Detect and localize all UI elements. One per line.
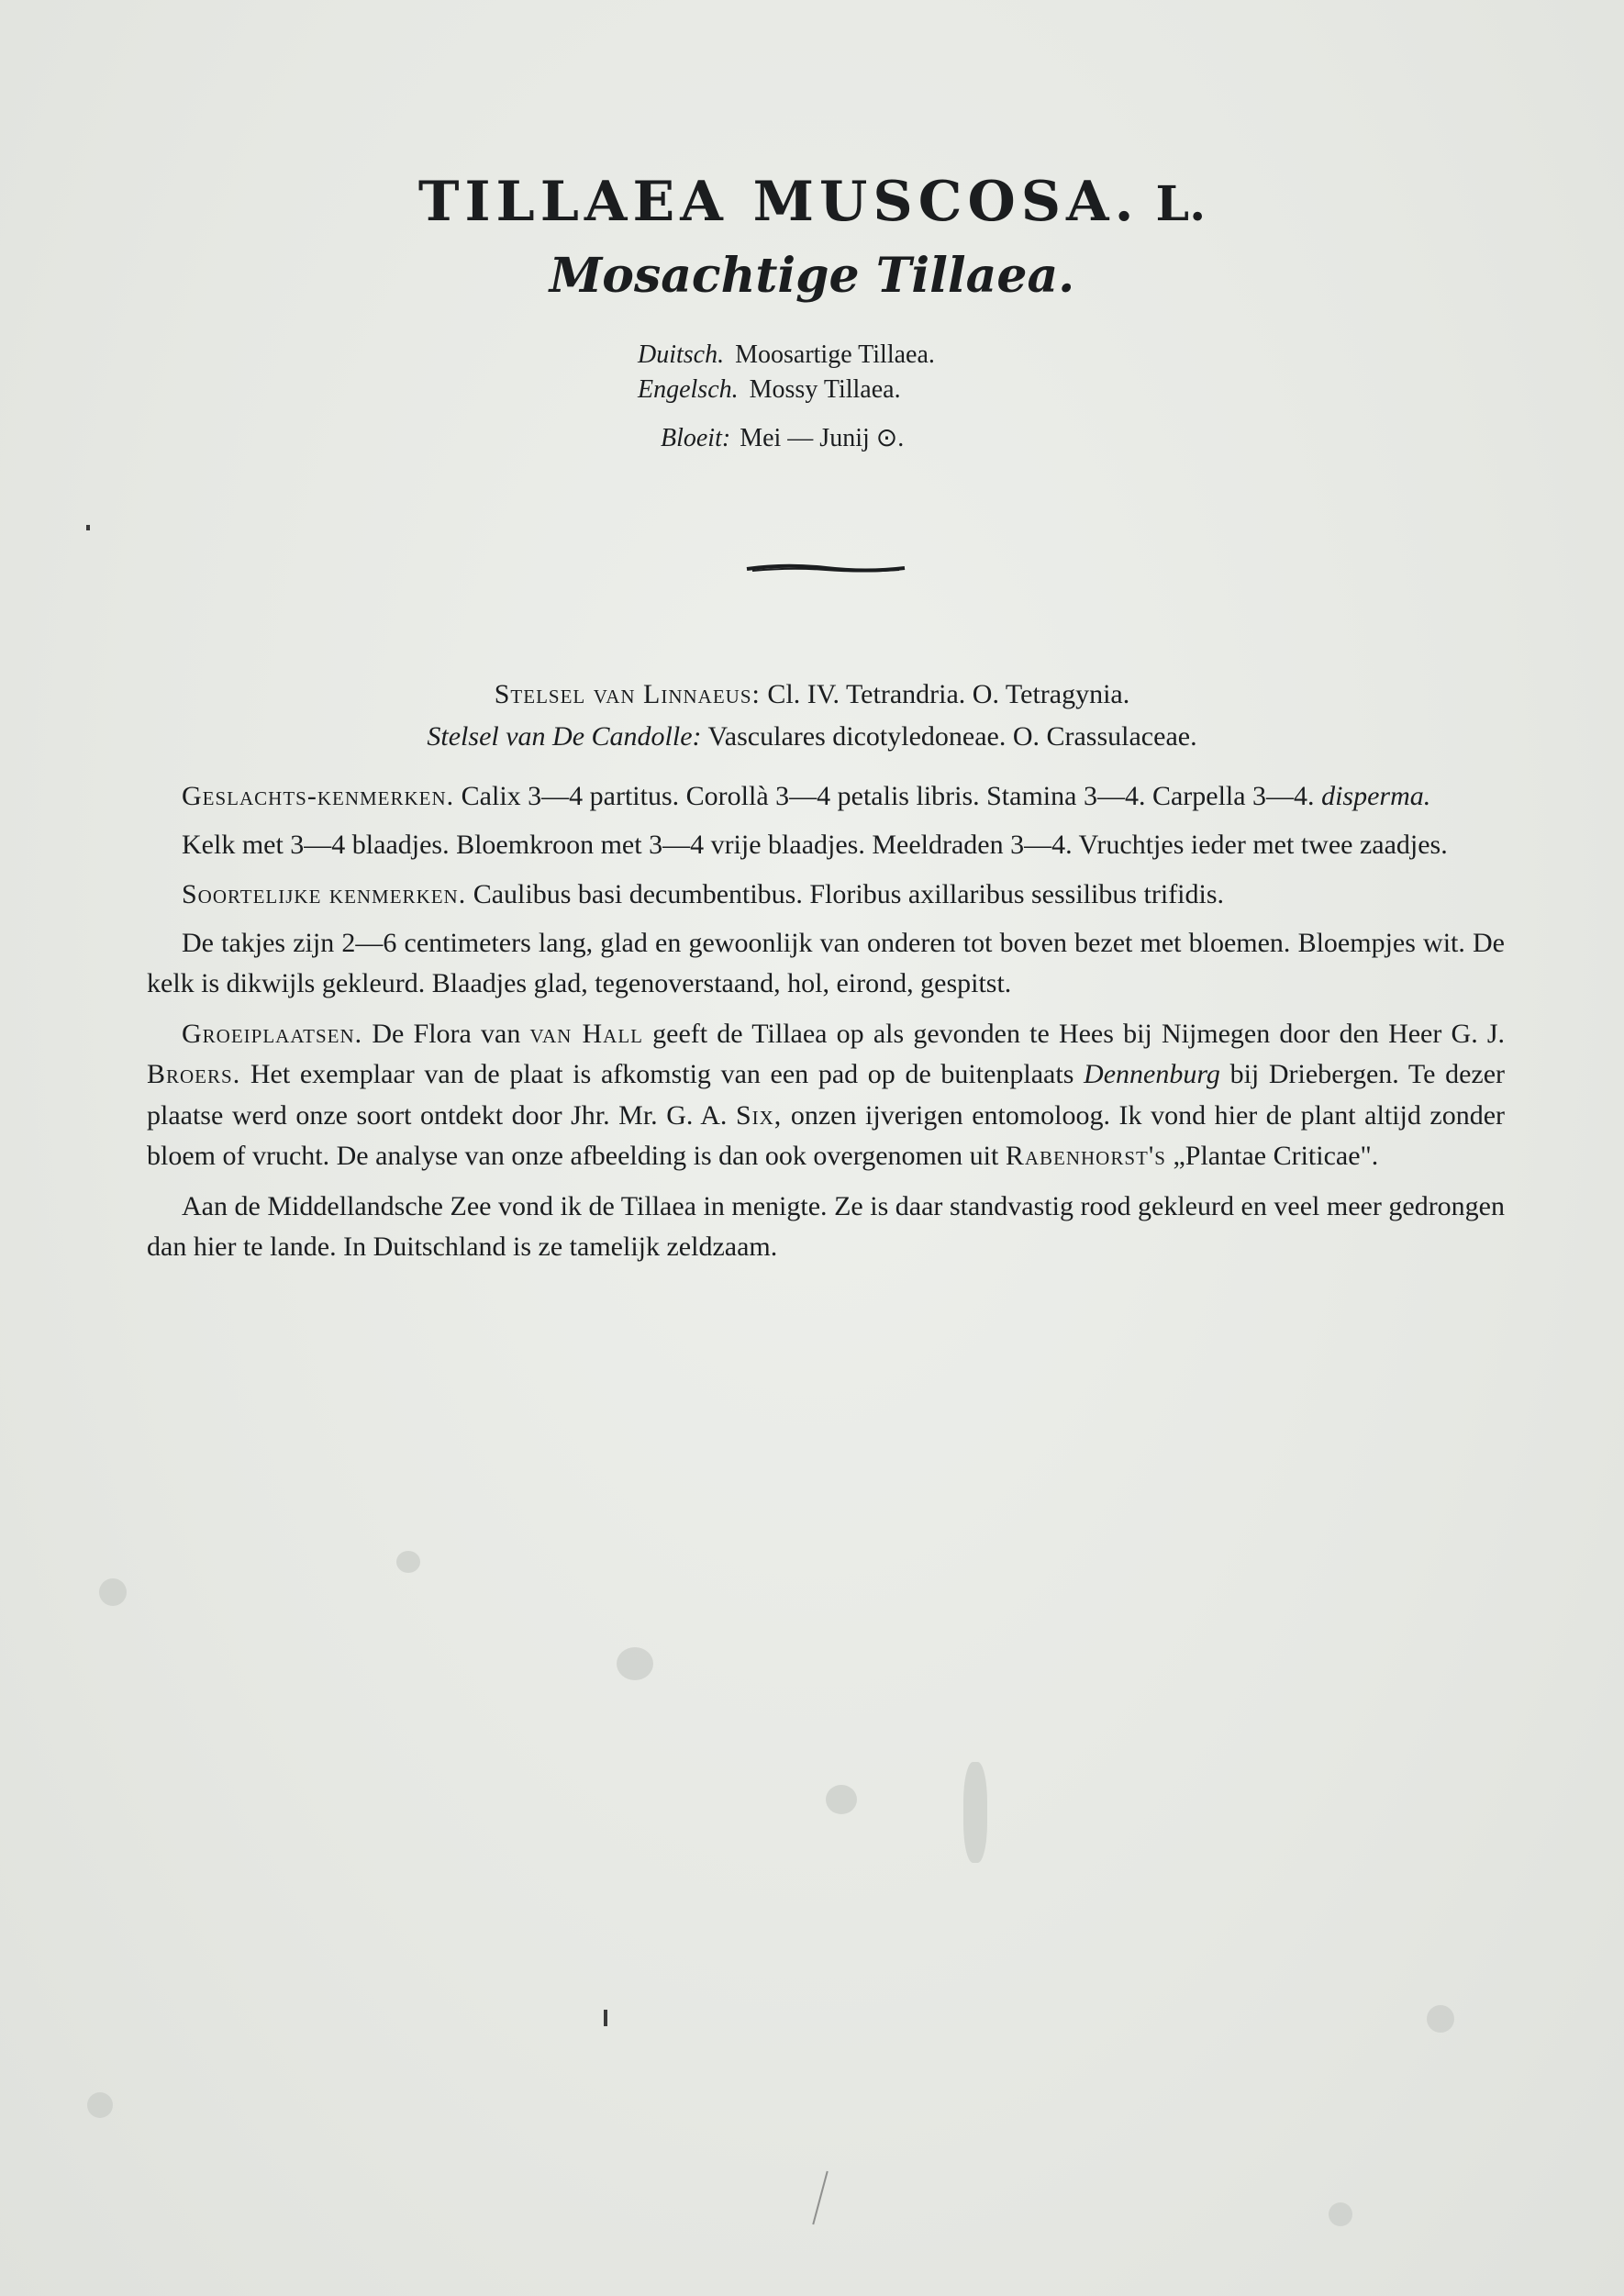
- habitats-paragraph: [147, 1014, 1505, 1177]
- linnaeus-value: Cl. IV. Tetrandria. O. Tetragynia.: [767, 679, 1130, 709]
- paper-stain: [826, 1785, 857, 1814]
- paper-stain: [617, 1647, 653, 1680]
- species-name: TILLAEA MUSCOSA.: [417, 170, 1140, 234]
- genus-characteristics-latin: [147, 776, 1505, 818]
- habitats-text-e: onzen ijverigen entomoloog. Ik vond hier de plant altijd zonder bloem of vrucht. De analyse van onze afbeelding is dan ook overgenomen uit: [147, 1099, 1506, 1171]
- species-label: Soortelijke kenmerken.: [182, 879, 467, 909]
- habitats-label: Groeiplaatsen.: [182, 1018, 363, 1049]
- paper-stain: [1427, 2005, 1454, 2033]
- vernacular-names: [638, 338, 935, 407]
- habitats-text-c: Het exemplaar van de plaat is afkomstig van een pad op de buitenplaats: [250, 1059, 1074, 1089]
- habitats-text-a: De Flora van: [372, 1018, 521, 1049]
- paper-stain: [396, 1551, 420, 1573]
- paper-stain: [1329, 2202, 1352, 2226]
- species-characteristics-dutch: De takjes zijn 2—6 centimeters lang, glad en gewoonlijk van onderen tot boven bezet met bloemen. Bloempjes wit. De kelk is dikwijls gekleurd. Blaadjes glad, tegenoverstaand, hol, eirond, gespitst.: [147, 927, 1505, 998]
- candolle-value: Vasculares dicotyledoneae. O. Crassulaceae.: [707, 721, 1197, 752]
- habitats-text-f: „Plantae Criticae".: [1173, 1141, 1379, 1171]
- place-dennenburg: Dennenburg: [1084, 1059, 1220, 1089]
- person-six: Six,: [735, 1099, 783, 1131]
- bloom-period: [661, 422, 904, 453]
- paper-mark: [812, 2171, 828, 2224]
- habitats-text-d: bij Driebergen. Te dezer plaatse werd onze soort ontdekt door Jhr. Mr. G. A.: [147, 1059, 1506, 1131]
- genus-label: Geslachts-kenmerken.: [182, 781, 455, 811]
- bloom-months: Mei — Junij: [740, 424, 870, 452]
- author-rabenhorst: Rabenhorst's: [1005, 1141, 1166, 1171]
- german-label: Duitsch.: [638, 340, 725, 369]
- species-characteristics-latin: [147, 875, 1505, 916]
- bloom-label: Bloeit:: [661, 424, 731, 452]
- ornamental-divider: [745, 562, 907, 574]
- dutch-name: Mosachtige Tillaea.: [549, 248, 1075, 304]
- annual-symbol: ⊙.: [875, 424, 905, 452]
- linnaeus-label: Stelsel van Linnaeus:: [494, 679, 761, 709]
- genus-latin-italic: disperma.: [1321, 781, 1431, 811]
- paper-mark: [86, 525, 90, 530]
- habitats-text-b: geeft de Tillaea op als gevonden te Hees bij Nijmegen door den Heer G. J.: [652, 1018, 1506, 1049]
- paper-mark: [604, 2010, 607, 2026]
- person-broers: Broers.: [147, 1059, 241, 1089]
- english-name: Mossy Tillaea.: [749, 375, 901, 404]
- page-title: [0, 170, 1624, 234]
- paper-stain: [99, 1578, 127, 1606]
- mediterranean-paragraph: Aan de Middellandsche Zee vond ik de Tillaea in menigte. Ze is daar standvastig rood gekleurd en veel meer gedrongen dan hier te lande. In Duitschland is ze tamelijk zeldzaam.: [147, 1190, 1505, 1262]
- author-abbreviation: L.: [1155, 176, 1207, 232]
- german-name: Moosartige Tillaea.: [735, 340, 935, 369]
- german-name-line: [638, 338, 935, 373]
- author-van-hall: van Hall: [529, 1018, 643, 1049]
- candolle-system: [0, 721, 1624, 752]
- genus-latin-text: Calix 3—4 partitus. Corollà 3—4 petalis libris. Stamina 3—4. Carpella 3—4.: [461, 781, 1315, 811]
- species-latin-text: Caulibus basi decumbentibus. Floribus axillaribus sessilibus trifidis.: [473, 879, 1225, 909]
- description-body: [147, 776, 1505, 1277]
- paper-stain: [963, 1762, 987, 1863]
- english-label: Engelsch.: [638, 375, 739, 404]
- linnaeus-system: [0, 679, 1624, 710]
- paper-stain: [87, 2092, 113, 2118]
- candolle-label: Stelsel van De Candolle:: [427, 721, 702, 752]
- english-name-line: [638, 373, 935, 407]
- genus-characteristics-dutch: Kelk met 3—4 blaadjes. Bloemkroon met 3—4 vrije blaadjes. Meeldraden 3—4. Vruchtjes ieder met twee zaadjes.: [182, 829, 1448, 860]
